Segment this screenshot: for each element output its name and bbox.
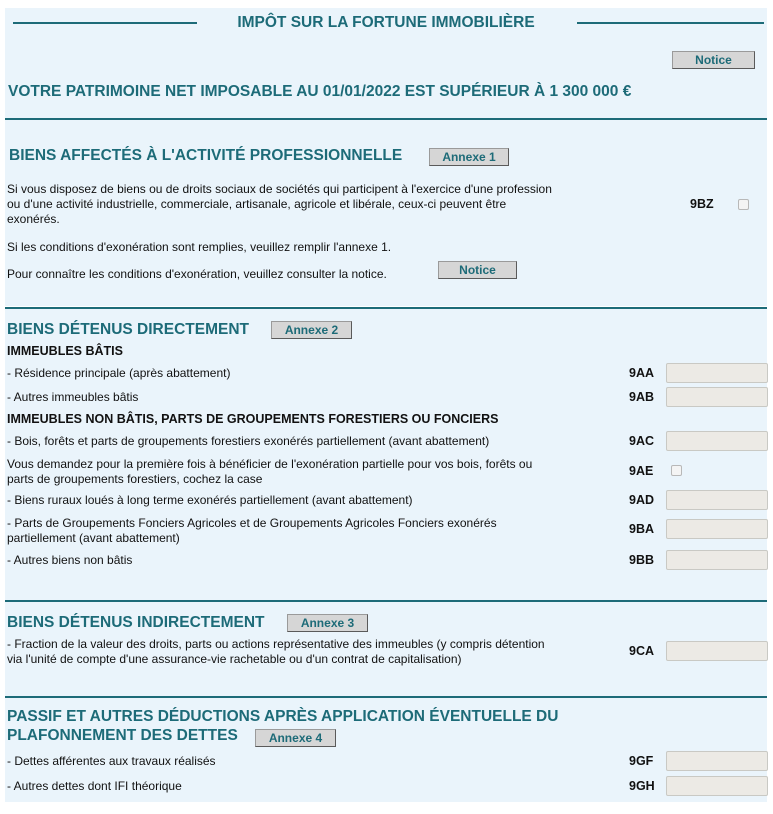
gfa-label-line2: partiellement (avant abattement) <box>7 531 180 545</box>
biens-pro-text-line2: ou d'une activité industrielle, commerciale, artisanale, agricole et libérale, ceux-ci peuvent être <box>7 197 507 211</box>
input-9ab[interactable] <box>666 387 768 407</box>
biens-pro-text-line1: Si vous disposez de biens ou de droits sociaux de sociétés qui participent à l'exercice d'une profession <box>7 182 552 196</box>
patrimoine-heading: VOTRE PATRIMOINE NET IMPOSABLE AU 01/01/2022 EST SUPÉRIEUR À 1 300 000 € <box>8 83 632 100</box>
residence-principale-label: - Résidence principale (après abattement) <box>7 366 231 380</box>
code-9gf: 9GF <box>629 754 654 768</box>
autres-non-batis-label: - Autres biens non bâtis <box>7 553 133 567</box>
input-9gh[interactable] <box>666 776 768 796</box>
immeubles-batis-heading: IMMEUBLES BÂTIS <box>7 344 123 358</box>
dettes-travaux-label: - Dettes afférentes aux travaux réalisés <box>7 754 216 768</box>
code-9gh: 9GH <box>629 779 655 793</box>
premiere-fois-line1: Vous demandez pour la première fois à bénéficier de l'exonération partielle pour vos bois, forêts ou <box>7 457 533 471</box>
autres-dettes-label: - Autres dettes dont IFI théorique <box>7 779 182 793</box>
passif-title-line1: PASSIF ET AUTRES DÉDUCTIONS APRÈS APPLICATION ÉVENTUELLE DU <box>7 708 559 725</box>
code-9ab: 9AB <box>629 390 655 404</box>
biens-ruraux-label: - Biens ruraux loués à long terme exonérés partiellement (avant abattement) <box>7 493 413 507</box>
autres-immeubles-batis-label: - Autres immeubles bâtis <box>7 390 139 404</box>
biens-pro-text-notice: Pour connaître les conditions d'exonération, veuillez consulter la notice. <box>7 267 387 281</box>
annexe-3-button[interactable]: Annexe 3 <box>287 614 368 632</box>
checkbox-9ae[interactable] <box>671 465 682 476</box>
biens-pro-text-annexe: Si les conditions d'exonération sont remplies, veuillez remplir l'annexe 1. <box>7 240 392 254</box>
notice-button[interactable]: Notice <box>672 51 755 69</box>
biens-directs-title: BIENS DÉTENUS DIRECTEMENT <box>7 321 249 338</box>
bois-forets-label: - Bois, forêts et parts de groupements forestiers exonérés partiellement (avant abattement) <box>7 434 490 448</box>
page-title: IMPÔT SUR LA FORTUNE IMMOBILIÈRE <box>237 14 535 31</box>
header-panel <box>5 8 767 118</box>
biens-directs-section <box>5 309 767 600</box>
premiere-fois-line2: parts de groupements forestiers, cochez la case <box>7 472 263 486</box>
code-9ca: 9CA <box>629 644 655 658</box>
input-9ac[interactable] <box>666 431 768 451</box>
passif-section <box>5 698 767 802</box>
code-9ac: 9AC <box>629 434 655 448</box>
input-9gf[interactable] <box>666 751 768 771</box>
checkbox-9bz[interactable] <box>738 199 749 210</box>
biens-pro-title: BIENS AFFECTÉS À L'ACTIVITÉ PROFESSIONNELLE <box>9 147 403 164</box>
code-9ae: 9AE <box>629 464 654 478</box>
gfa-label-line1: - Parts de Groupements Fonciers Agricoles et de Groupements Agricoles Fonciers exonérés <box>7 516 497 530</box>
immeubles-non-batis-heading: IMMEUBLES NON BÂTIS, PARTS DE GROUPEMENTS FORESTIERS OU FONCIERS <box>7 412 499 426</box>
fraction-valeur-line1: - Fraction de la valeur des droits, parts ou actions représentative des immeubles (y compris détention <box>7 637 545 651</box>
annexe-2-button[interactable]: Annexe 2 <box>271 321 352 339</box>
code-9aa: 9AA <box>629 366 655 380</box>
biens-pro-section <box>5 120 767 306</box>
biens-indirects-section <box>5 602 767 696</box>
notice-button-2[interactable]: Notice <box>438 261 517 279</box>
input-9aa[interactable] <box>666 363 768 383</box>
input-9ba[interactable] <box>666 519 768 539</box>
code-9bz: 9BZ <box>690 197 714 211</box>
annexe-4-button[interactable]: Annexe 4 <box>255 729 336 747</box>
annexe-1-button[interactable]: Annexe 1 <box>429 148 509 166</box>
input-9bb[interactable] <box>666 550 768 570</box>
code-9bb: 9BB <box>629 553 655 567</box>
biens-indirects-title: BIENS DÉTENUS INDIRECTEMENT <box>7 614 265 631</box>
input-9ca[interactable] <box>666 641 768 661</box>
fraction-valeur-line2: via l'unité de compte d'une assurance-vie rachetable ou d'un contrat de capitalisation) <box>7 652 462 666</box>
code-9ba: 9BA <box>629 522 655 536</box>
code-9ad: 9AD <box>629 493 655 507</box>
biens-pro-text-line3: exonérés. <box>7 212 60 226</box>
passif-title-line2: PLAFONNEMENT DES DETTES <box>7 727 238 744</box>
input-9ad[interactable] <box>666 490 768 510</box>
title-rule-right <box>577 22 764 24</box>
